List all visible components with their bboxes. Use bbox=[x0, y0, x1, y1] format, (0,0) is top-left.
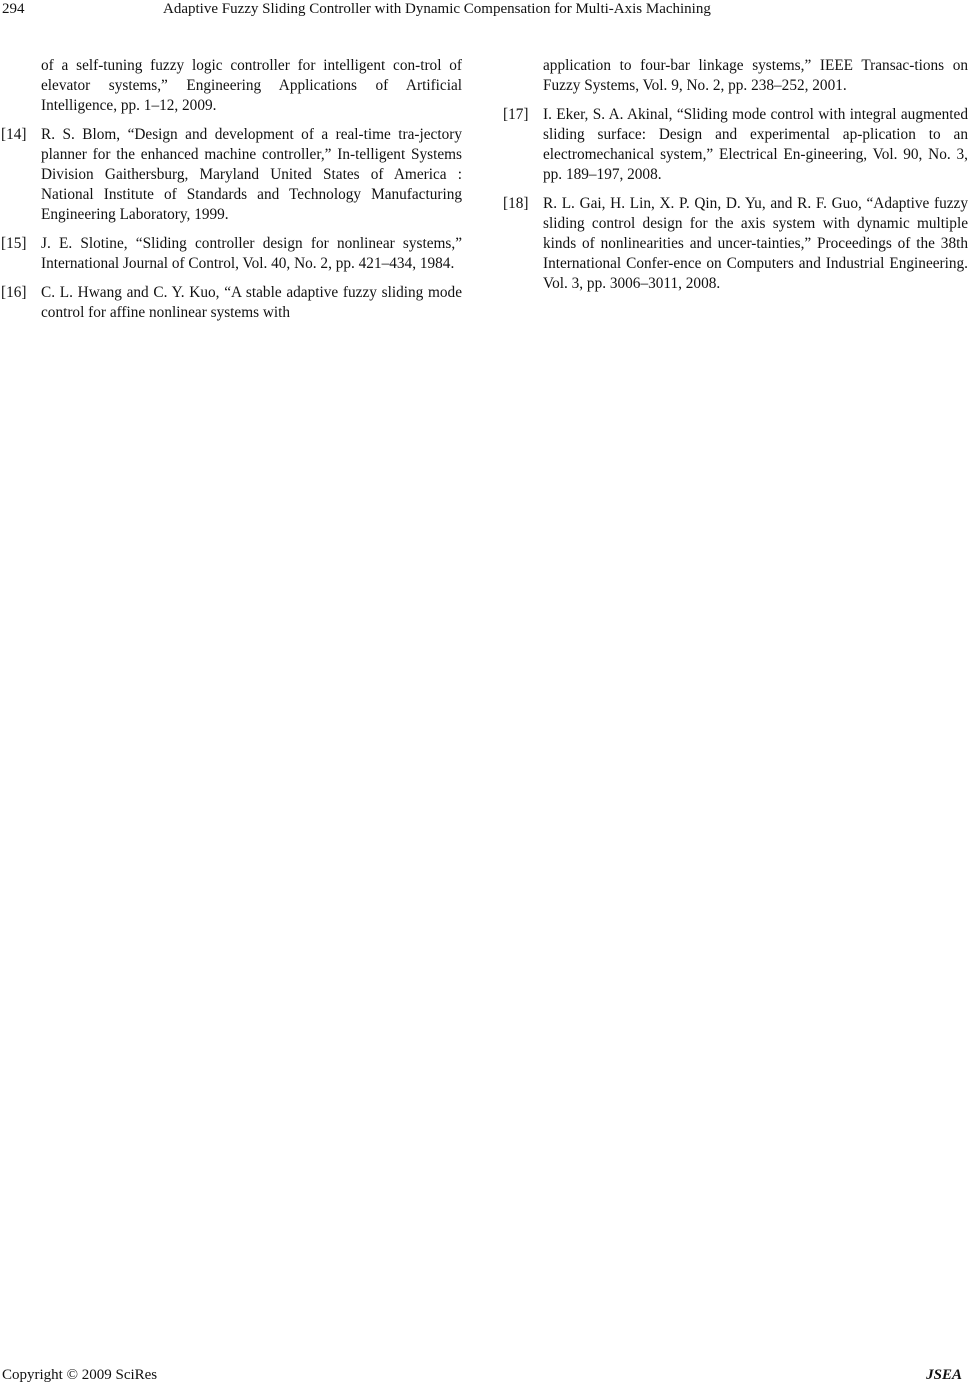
page-number: 294 bbox=[2, 1, 25, 17]
reference-text: J. E. Slotine, “Sliding controller design for nonlinear systems,” International Journal of Control, Vol. 40, No. 2, pp. 421–434, 1984. bbox=[41, 235, 462, 272]
page-header bbox=[0, 0, 968, 24]
reference-text: R. L. Gai, H. Lin, X. P. Qin, D. Yu, and R. F. Guo, “Adaptive fuzzy sliding control design for the axis system with dynamic multiple kinds of nonlinearities and uncer-tainties,” Proceedings of the 38th International Confer-ence on Computers and Industrial Engineering. Vol. 3, pp. 3006–3011, 2008. bbox=[543, 195, 968, 292]
reference-number: [16] bbox=[1, 284, 27, 301]
reference-15 bbox=[0, 234, 462, 274]
page-footer bbox=[0, 1366, 968, 1386]
reference-16-continuation bbox=[502, 56, 968, 96]
reference-16 bbox=[0, 283, 462, 323]
reference-text: C. L. Hwang and C. Y. Kuo, “A stable adaptive fuzzy sliding mode control for affine nonlinear systems with bbox=[41, 284, 462, 321]
reference-13-continuation bbox=[0, 56, 462, 116]
reference-text: R. S. Blom, “Design and development of a real-time tra-jectory planner for the enhanced machine controller,” In-telligent Systems Division Gaithersburg, Maryland United States of America : National Institute of Standards and Technology Manufacturing Engineering Laboratory, 1999. bbox=[41, 126, 462, 223]
references-right-column bbox=[502, 56, 968, 303]
reference-number: [14] bbox=[1, 126, 27, 143]
reference-14 bbox=[0, 125, 462, 225]
reference-number: [18] bbox=[503, 195, 529, 212]
reference-number: [15] bbox=[1, 235, 27, 252]
journal-abbreviation: JSEA bbox=[926, 1367, 962, 1383]
running-title: Adaptive Fuzzy Sliding Controller with Dynamic Compensation for Multi-Axis Machining bbox=[163, 1, 711, 17]
reference-number: [17] bbox=[503, 106, 529, 123]
references-left-column bbox=[0, 56, 462, 332]
reference-18 bbox=[502, 194, 968, 294]
reference-17 bbox=[502, 105, 968, 185]
reference-text: I. Eker, S. A. Akinal, “Sliding mode control with integral augmented sliding surface: Design and experimental ap-plication to an electromechanical system,” Electrical En-gineering, Vol. 90, No. 3, pp. 189–197, 2008. bbox=[543, 106, 968, 183]
reference-text: of a self-tuning fuzzy logic controller for intelligent con-trol of elevator systems,” Engineering Applications of Artificial Intelligence, pp. 1–12, 2009. bbox=[41, 57, 462, 114]
copyright-notice: Copyright © 2009 SciRes bbox=[2, 1367, 158, 1383]
reference-text: application to four-bar linkage systems,” IEEE Transac-tions on Fuzzy Systems, Vol. 9, No. 2, pp. 238–252, 2001. bbox=[543, 57, 968, 94]
